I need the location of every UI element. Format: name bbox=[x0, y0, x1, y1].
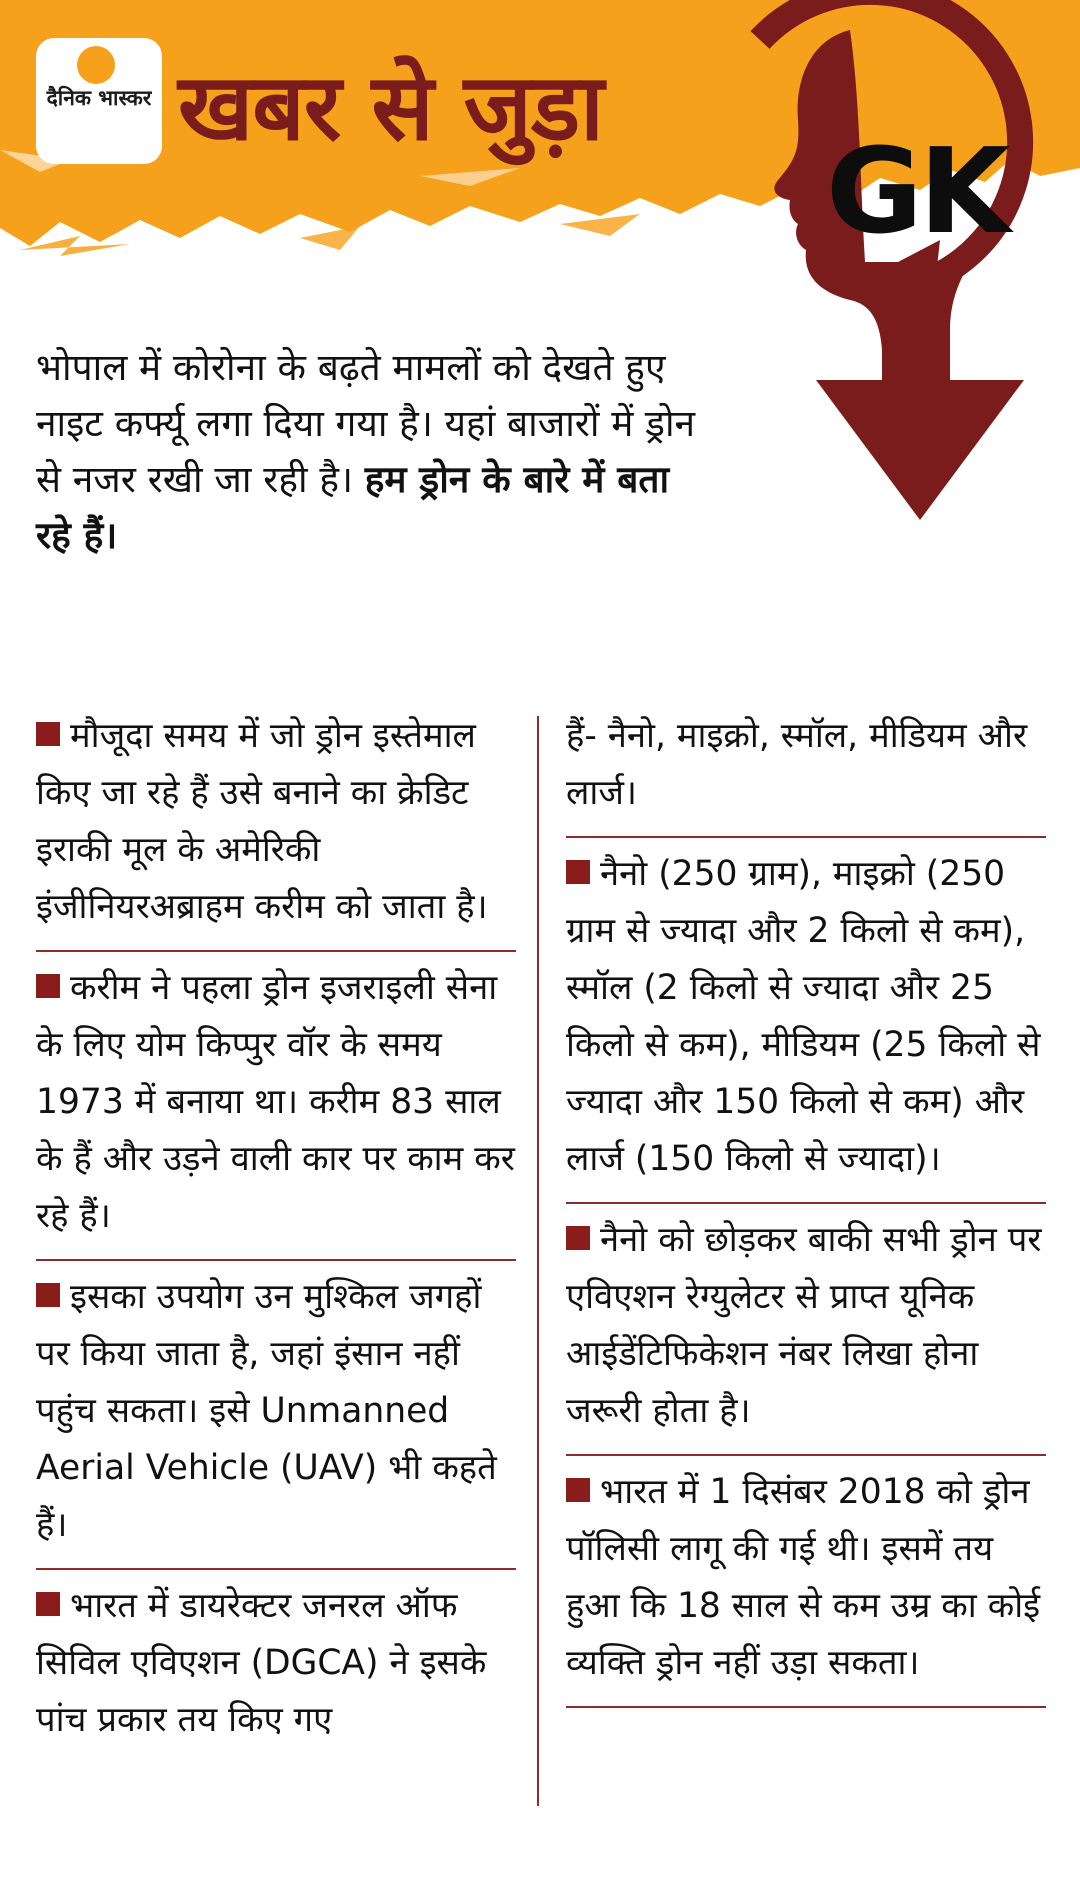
fact-item bbox=[566, 1456, 1046, 1708]
fact-text: मौजूदा समय में जो ड्रोन इस्तेमाल किए जा रहे हैं उसे बनाने का क्रेडिट इराकी मूल के अमेरिकी इंजीनियरअब्राहम करीम को जाता है। bbox=[36, 716, 488, 927]
column-divider bbox=[537, 716, 539, 1806]
square-bullet-icon bbox=[36, 1283, 60, 1307]
right-column bbox=[566, 700, 1046, 1708]
logo-text: दैनिक भास्कर bbox=[46, 86, 152, 110]
fact-text: भारत में 1 दिसंबर 2018 को ड्रोन पॉलिसी लागू की गई थी। इसमें तय हुआ कि 18 साल से कम उम्र का कोई व्यक्ति ड्रोन नहीं उड़ा सकता। bbox=[566, 1472, 1041, 1683]
square-bullet-icon bbox=[566, 1478, 590, 1502]
logo-sun-icon bbox=[77, 46, 115, 84]
fact-text: करीम ने पहला ड्रोन इजराइली सेना के लिए योम किप्पुर वॉर के समय 1973 में बनाया था। करीम 83 साल के हैं और उड़ने वाली कार पर काम कर रहे हैं। bbox=[36, 968, 515, 1236]
left-column bbox=[36, 700, 516, 1763]
head-arrow-icon bbox=[700, 0, 1080, 540]
gk-badge: GK bbox=[826, 122, 1007, 260]
fact-item bbox=[36, 700, 516, 952]
square-bullet-icon bbox=[36, 974, 60, 998]
fact-item bbox=[566, 838, 1046, 1204]
dainik-bhaskar-logo bbox=[36, 38, 162, 164]
fact-item-continued bbox=[566, 700, 1046, 838]
fact-text: नैनो (250 ग्राम), माइक्रो (250 ग्राम से ज्यादा और 2 किलो से कम), स्मॉल (2 किलो से ज्यादा और 25 किलो से कम), मीडियम (25 किलो से ज्यादा और 150 किलो से कम) और लार्ज (150 किलो से ज्यादा)। bbox=[566, 854, 1041, 1179]
fact-text: भारत में डायरेक्टर जनरल ऑफ सिविल एविएशन (DGCA) ने इसके पांच प्रकार तय किए गए bbox=[36, 1586, 487, 1740]
intro-paragraph bbox=[36, 340, 716, 564]
fact-item bbox=[36, 1570, 516, 1763]
fact-text: नैनो को छोड़कर बाकी सभी ड्रोन पर एविएशन रेग्युलेटर से प्राप्त यूनिक आईडेंटिफिकेशन नंबर लिखा होना जरूरी होता है। bbox=[566, 1220, 1042, 1431]
fact-item bbox=[36, 1261, 516, 1570]
fact-item bbox=[566, 1204, 1046, 1456]
square-bullet-icon bbox=[36, 722, 60, 746]
intro-bold-text: हम ड्रोन के बारे में बता रहे हैं। bbox=[36, 458, 670, 557]
square-bullet-icon bbox=[566, 860, 590, 884]
page-title: खबर से जुड़ा bbox=[178, 54, 603, 161]
fact-text: हैं- नैनो, माइक्रो, स्मॉल, मीडियम और लार्ज। bbox=[566, 716, 1028, 813]
intro-text: भोपाल में कोरोना के बढ़ते मामलों को देखते हुए नाइट कर्फ्यू लगा दिया गया है। यहां बाजारों में ड्रोन से नजर रखी जा रही है। bbox=[36, 346, 696, 501]
square-bullet-icon bbox=[36, 1592, 60, 1616]
square-bullet-icon bbox=[566, 1226, 590, 1250]
fact-text: इसका उपयोग उन मुश्किल जगहों पर किया जाता है, जहां इंसान नहीं पहुंच सकता। इसे Unmanned Aerial Vehicle (UAV) भी कहते हैं। bbox=[36, 1277, 497, 1545]
fact-item bbox=[36, 952, 516, 1261]
